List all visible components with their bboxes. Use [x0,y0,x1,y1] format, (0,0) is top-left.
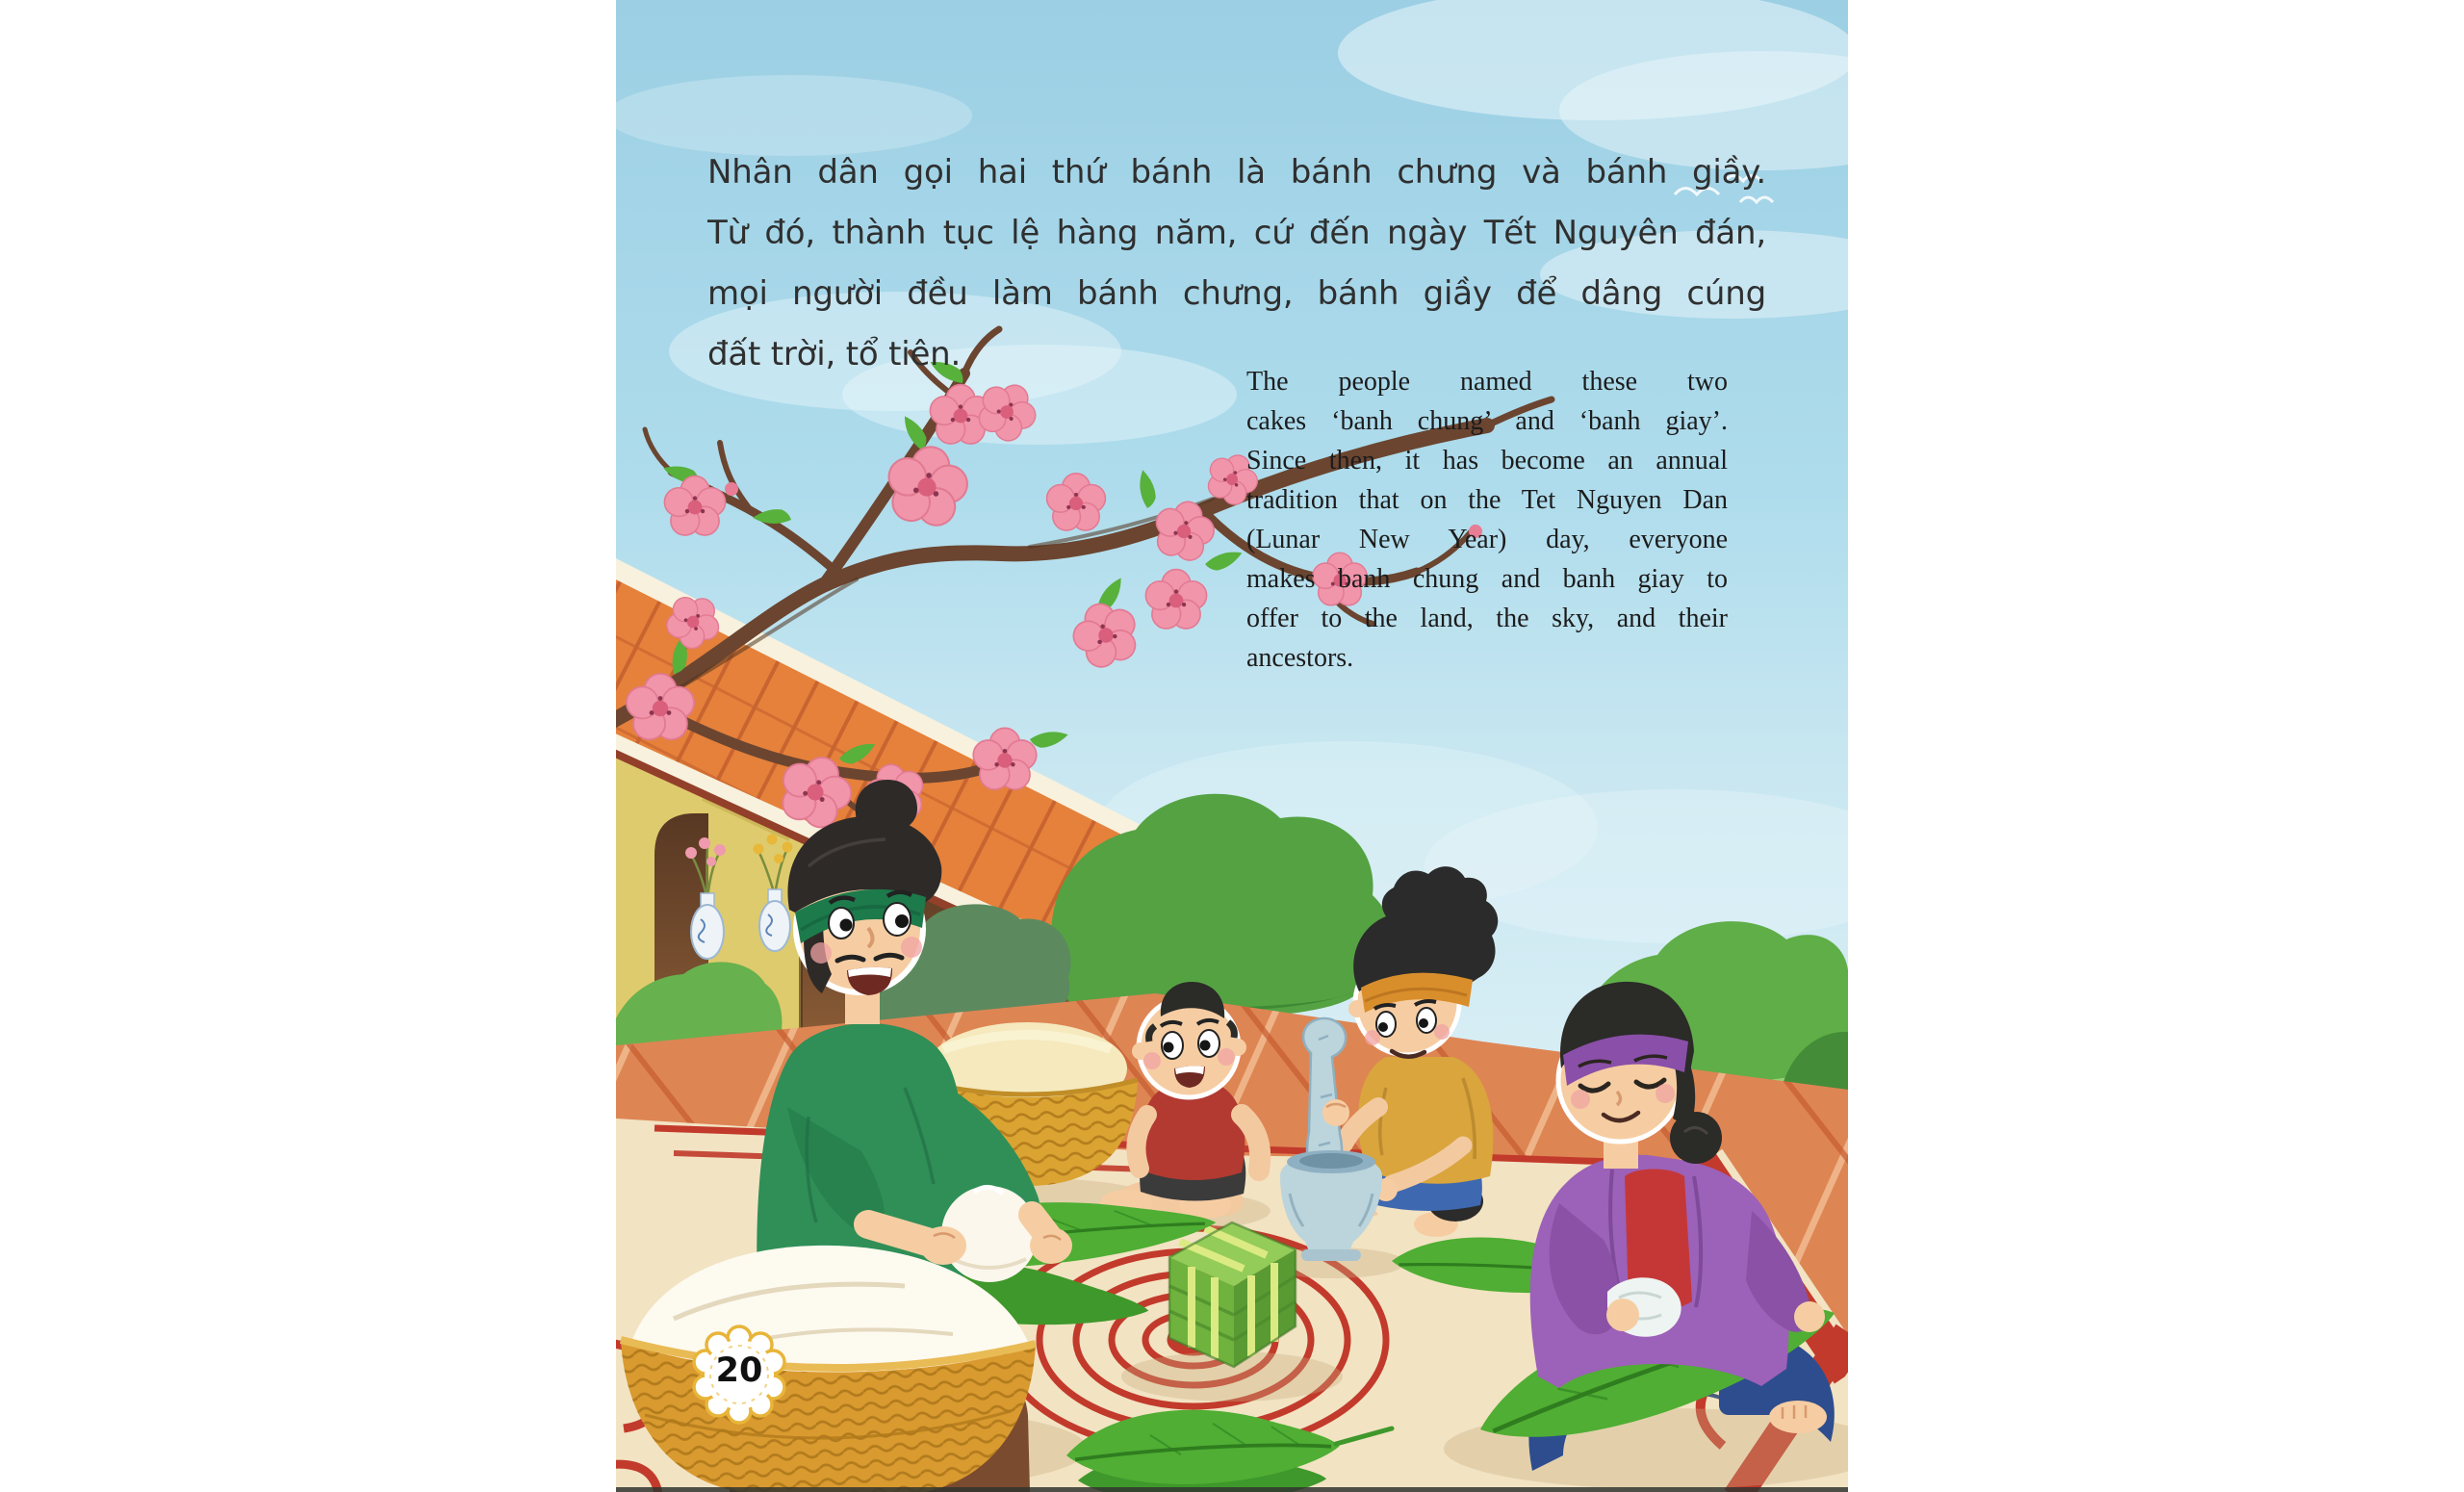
page-bottom-edge [616,1487,1848,1492]
vietnamese-text-line: mọi người đều làm bánh chưng, bánh giầy để dâng cúng [707,274,1766,313]
english-text-line: makes banh chung and banh giay to [1246,564,1728,594]
vietnamese-paragraph [707,142,1766,385]
english-text-line: tradition that on the Tet Nguyen Dan [1246,485,1728,515]
english-text-line: cakes ‘banh chung’ and ‘banh giay’. [1246,406,1728,436]
english-paragraph [1246,362,1728,678]
english-text-line: The people named these two [1246,367,1728,397]
book-page [616,0,1848,1492]
vietnamese-text-line: Nhân dân gọi hai thứ bánh là bánh chưng và bánh giầy. [707,153,1766,192]
page-number: 20 [715,1351,763,1390]
vietnamese-text-line: Từ đó, thành tục lệ hàng năm, cứ đến ngày Tết Nguyên đán, [707,214,1766,252]
vietnamese-text-line: đất trời, tổ tiên. [707,335,962,373]
english-text-line: Since then, it has become an annual [1246,446,1728,476]
english-text-line: ancestors. [1246,643,1354,673]
english-text-line: (Lunar New Year) day, everyone [1246,525,1728,554]
english-text-line: offer to the land, the sky, and their [1246,604,1728,633]
